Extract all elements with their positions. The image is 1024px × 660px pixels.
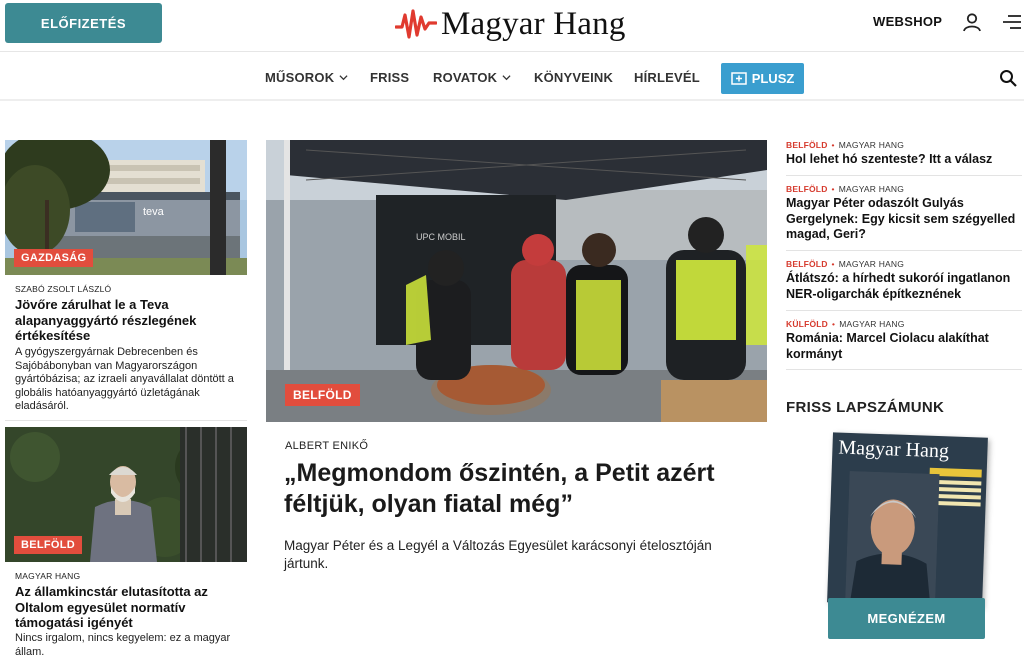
article-meta <box>786 319 905 329</box>
magazine-portrait <box>845 471 939 604</box>
divider <box>786 250 1022 251</box>
divider <box>5 420 247 421</box>
main-article-image[interactable] <box>266 140 767 422</box>
article-meta <box>786 259 904 269</box>
category-label[interactable]: BELFÖLD <box>786 259 828 269</box>
article-lead: A gyógyszergyárnak Debrecenben és Sajóbábonyban van Magyarországon gyártóbázisa; az izraeli anyavállalat döntött a globális hatóanyaggyártó üzletágának eladásáról. <box>15 346 234 412</box>
article-meta <box>786 140 904 150</box>
nav-item-musorok[interactable]: MŰSOROK <box>265 70 348 85</box>
source-label: MAGYAR HANG <box>838 140 905 150</box>
user-icon[interactable] <box>962 12 982 32</box>
nav-item-konyveink[interactable]: KÖNYVEINK <box>534 70 614 85</box>
article-title[interactable]: Magyar Péter odaszólt Gulyás Gergelynek: Egy kicsit sem szégyelled magad, Geri? <box>786 196 1016 241</box>
article-author: MAGYAR HANG <box>15 571 81 581</box>
subscribe-button[interactable]: ELŐFIZETÉS <box>5 3 162 43</box>
divider <box>786 310 1022 311</box>
source-label: MAGYAR HANG <box>838 184 905 194</box>
article-title[interactable]: Jövőre zárulhat le a Teva alapanyaggyártó részlegének értékesítése <box>15 297 197 343</box>
magazine-cover[interactable] <box>827 432 988 607</box>
source-label: MAGYAR HANG <box>839 319 905 329</box>
chevron-down-icon <box>502 73 511 82</box>
webshop-link[interactable]: WEBSHOP <box>873 14 943 29</box>
soundwave-icon <box>395 7 437 41</box>
article-title[interactable]: Hol lehet hó szenteste? Itt a válasz <box>786 152 993 166</box>
separator-dot: • <box>832 319 836 329</box>
site-logo[interactable] <box>395 2 626 46</box>
category-label[interactable]: BELFÖLD <box>786 140 828 150</box>
chevron-down-icon <box>339 73 348 82</box>
main-article-author: ALBERT ENIKŐ <box>285 440 369 452</box>
category-label[interactable]: BELFÖLD <box>786 184 828 194</box>
view-issue-button[interactable]: MEGNÉZEM <box>828 598 985 639</box>
category-tag-gazdasag[interactable]: GAZDASÁG <box>14 249 93 267</box>
logo-text: Magyar Hang <box>441 5 626 42</box>
article-title[interactable]: Átlátszó: a hírhedt sukoróí ingatlanon NER-oligarchák építkeznének <box>786 271 1011 301</box>
magazine-logo: Magyar Hang <box>838 436 950 463</box>
main-navigation <box>0 53 1024 101</box>
main-article-lead: Magyar Péter és a Legyél a Változás Egyesület karácsonyi ételosztóján jártunk. <box>284 538 712 571</box>
tent-sign: UPC MOBIL <box>416 232 466 242</box>
separator-dot: • <box>831 140 835 150</box>
separator-dot: • <box>831 259 835 269</box>
main-article-title[interactable]: „Megmondom őszintén, a Petit azért féltjük, olyan fiatal még” <box>284 459 715 518</box>
category-tag-belfold[interactable]: BELFÖLD <box>14 536 82 554</box>
article-meta <box>786 184 904 194</box>
plus-square-icon <box>731 72 747 86</box>
category-tag-belfold[interactable]: BELFÖLD <box>285 384 360 406</box>
search-icon[interactable] <box>999 69 1017 87</box>
divider <box>786 369 1022 370</box>
separator-dot: • <box>831 184 835 194</box>
hamburger-menu-icon[interactable] <box>1000 13 1022 31</box>
food-distribution-illustration <box>266 140 767 422</box>
nav-item-rovatok[interactable]: ROVATOK <box>433 70 511 85</box>
teva-sign: teva <box>143 206 164 218</box>
article-title[interactable]: Az államkincstár elutasította az Oltalom egyesület normatív támogatási igényét <box>15 584 208 630</box>
article-title[interactable]: Románia: Marcel Ciolacu alakíthat kormányt <box>786 331 989 361</box>
top-header <box>0 0 1024 52</box>
plus-button[interactable]: PLUSZ <box>721 63 804 94</box>
article-lead: Nincs irgalom, nincs kegyelem: ez a magyar állam. <box>15 632 231 658</box>
latest-issue-heading: FRISS LAPSZÁMUNK <box>786 399 945 416</box>
nav-item-friss[interactable]: FRISS <box>370 70 410 85</box>
nav-item-hirlevel[interactable]: HÍRLEVÉL <box>634 70 700 85</box>
article-author: SZABÓ ZSOLT LÁSZLÓ <box>15 284 112 294</box>
divider <box>786 175 1022 176</box>
source-label: MAGYAR HANG <box>838 259 905 269</box>
category-label[interactable]: KÜLFÖLD <box>786 319 829 329</box>
